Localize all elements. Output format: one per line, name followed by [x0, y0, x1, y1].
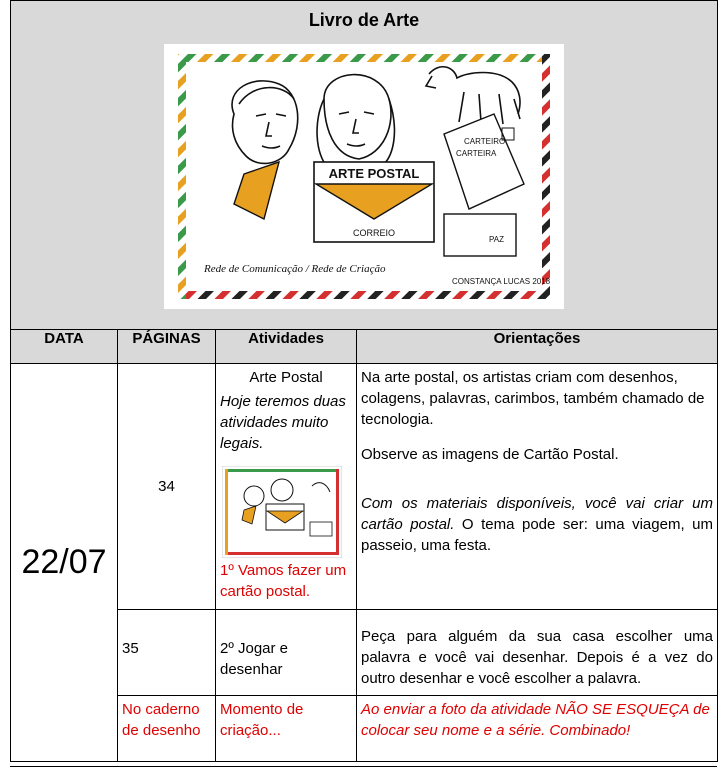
- activity-intro: Hoje teremos duas atividades muito legais.: [220, 393, 346, 452]
- activity-cell: [216, 364, 357, 610]
- paz-stamp-word: PAZ: [489, 235, 504, 244]
- header-activities: Atividades: [216, 330, 357, 364]
- guidance-cell: Ao enviar a foto da atividade NÃO SE ESQUEÇA de colocar seu nome e a série. Combinado!: [357, 696, 718, 762]
- table-row: [11, 364, 718, 610]
- correio-label: CORREIO: [352, 228, 396, 238]
- title-cell: [11, 1, 718, 330]
- small-envelope: [444, 214, 516, 256]
- border-top: [178, 54, 550, 62]
- header-row: [11, 330, 718, 364]
- border-bottom: [178, 291, 550, 299]
- arte-postal-heading: ARTE POSTAL: [328, 166, 420, 181]
- guidance-paragraph-3-italic: Com os materiais disponíveis, você vai criar um cartão postal.: [361, 495, 713, 533]
- activity-task: 1º Vamos fazer um cartão postal.: [220, 562, 347, 600]
- border-left: [178, 54, 186, 299]
- guidance-cell: Peça para alguém da sua casa escolher uma palavra e você vai desenhar. Depois é a vez do outro desenhar e você escolher a palavra.: [357, 610, 718, 696]
- header-pages: PÁGINAS: [118, 330, 216, 364]
- signature-right: CONSTANÇA LUCAS 2018: [452, 277, 551, 286]
- guidance-paragraph-3-rest: O tema pode ser: uma viagem, um passeio, uma festa.: [361, 516, 713, 554]
- lesson-plan-table: [10, 0, 718, 762]
- guidance-cell: [357, 364, 718, 610]
- page-title: Livro de Arte: [308, 10, 420, 30]
- signature-left: Rede de Comunicação / Rede de Criação: [204, 263, 386, 275]
- page-cell: No caderno de desenho: [118, 696, 216, 762]
- table-row: [11, 696, 718, 762]
- postcard-thumbnail: [222, 466, 342, 558]
- title-row: [11, 1, 718, 330]
- date-cell: 22/07: [11, 364, 118, 762]
- card-word-carteiro: CARTEIRO: [464, 137, 506, 146]
- bottom-divider: [10, 766, 717, 767]
- page-cell: 34: [118, 364, 216, 610]
- page-cell: 35: [118, 610, 216, 696]
- guidance-paragraph-1: Na arte postal, os artistas criam com desenhos, colagens, palavras, carimbos, também chamado de tecnologia.: [361, 369, 705, 428]
- header-guidance: Orientações: [357, 330, 718, 364]
- guidance-paragraph-2: Observe as imagens de Cartão Postal.: [361, 446, 619, 463]
- border-right: [542, 54, 550, 299]
- table-row: [11, 610, 718, 696]
- activity-title: Arte Postal: [249, 369, 323, 386]
- guidance-paragraph-3: [361, 493, 713, 556]
- activity-cell: Momento de criação...: [216, 696, 357, 762]
- card-word-carteira: CARTEIRA: [456, 149, 497, 158]
- header-date: DATA: [11, 330, 118, 364]
- postcard-illustration: [164, 44, 564, 309]
- activity-cell: 2º Jogar e desenhar: [216, 610, 357, 696]
